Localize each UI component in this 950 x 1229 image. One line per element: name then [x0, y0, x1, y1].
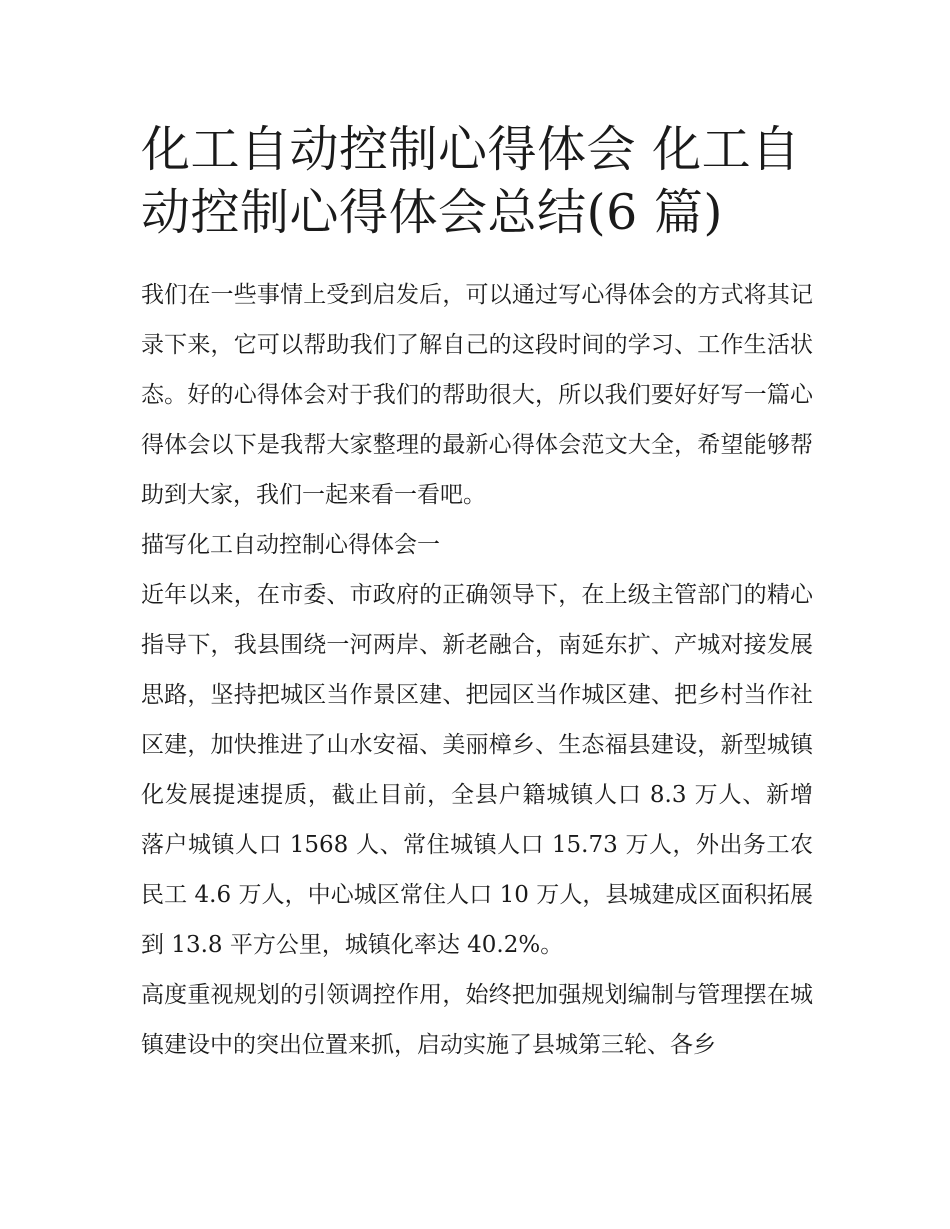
body-paragraph: 高度重视规划的引领调控作用，始终把加强规划编制与管理摆在城镇建设中的突出位置来抓，启动实施了县城第三轮、各乡	[141, 982, 813, 1058]
document-title: 化工自动控制心得体会 化工自动控制心得体会总结(6 篇)	[141, 121, 801, 241]
section-heading: 描写化工自动控制心得体会一	[141, 532, 440, 558]
intro-paragraph: 我们在一些事情上受到启发后，可以通过写心得体会的方式将其记录下来，它可以帮助我们了解自己的这段时间的学习、工作生活状态。好的心得体会对于我们的帮助很大，所以我们要好好写一篇心得体会以下是我帮大家整理的最新心得体会范文大全，希望能够帮助到大家，我们一起来看一看吧。	[141, 282, 813, 508]
body-paragraph: 近年以来，在市委、市政府的正确领导下，在上级主管部门的精心指导下，我县围绕一河两岸、新老融合，南延东扩、产城对接发展思路，坚持把城区当作景区建、把园区当作城区建、把乡村当作社区建，加快推进了山水安福、美丽樟乡、生态福县建设，新型城镇化发展提速提质，截止目前，全县户籍城镇人口 8.3 万人、新增落户城镇人口 1568 人、常住城镇人口 15.73 万人，外出务工农民工 4.6 万人，中心城区常住人口 10 万人，县城建成区面积拓展到 13.8 平方公里，城镇化率达 40.2%。	[141, 582, 813, 958]
document-page	[141, 118, 813, 1070]
document-body	[141, 270, 813, 1070]
